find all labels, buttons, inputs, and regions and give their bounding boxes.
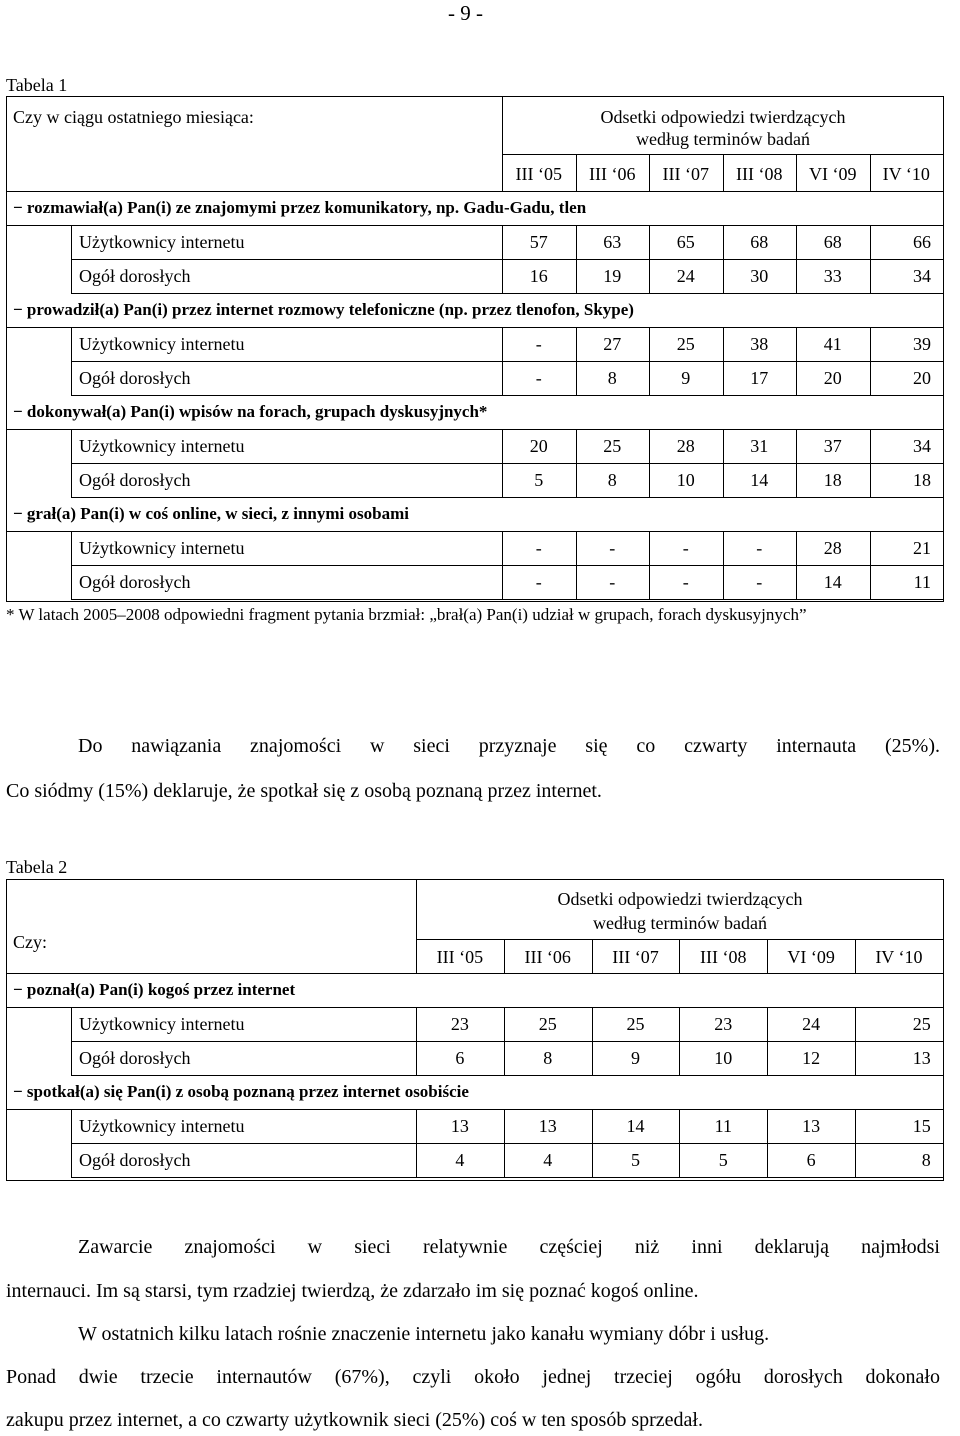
table1-cell: 33 [823,266,842,286]
table2-section-title: − poznał(a) Pan(i) kogoś przez internet [13,980,296,999]
table2-row-label: Użytkownicy internetu [79,1116,245,1136]
table1-cell: - [535,538,542,558]
table1-section-title: − prowadził(a) Pan(i) przez internet rozmowy telefoniczne (np. przez tlenofon, Skype) [13,300,634,319]
table1-cell: - [756,538,763,558]
table1-row-label: Ogół dorosłych [79,368,191,388]
paragraph3-line3: zakupu przez internet, a co czwarty użytkownik sieci (25%) coś w ten sposób sprzedał. [6,1409,703,1431]
table2-cell: 13 [450,1116,469,1136]
table2-column-header: IV ‘10 [875,947,923,967]
table1-cell: - [535,368,542,388]
table1-cell: - [609,572,616,592]
table2-cell: 14 [626,1116,645,1136]
table1-cell: 21 [913,538,931,558]
table1-cell: 34 [913,436,931,456]
table2-cell: 11 [714,1116,732,1136]
table1-column-header: III ‘08 [736,164,783,184]
table1-column-header: III ‘06 [589,164,636,184]
table1-cell: 5 [534,470,544,490]
table2-column-header: III ‘06 [524,947,571,967]
table2-cell: 25 [912,1014,931,1034]
table1-cell: - [682,572,689,592]
table2-cell: 23 [450,1014,469,1034]
table2-cell: 9 [630,1048,640,1068]
table1-header-line1: Odsetki odpowiedzi twierdzących [600,107,846,127]
table2-cell: 12 [802,1048,821,1068]
table1-cell: 16 [529,266,548,286]
table1-cell: 17 [750,368,769,388]
table1-cell: - [682,538,689,558]
table1-cell: 11 [913,572,931,592]
table2-cell: 4 [543,1150,553,1170]
table2-cell: 13 [912,1048,931,1068]
table1 [6,96,944,602]
table2-header-line1: Odsetki odpowiedzi twierdzących [557,889,803,909]
table2-row-label: Ogół dorosłych [79,1150,191,1170]
table2-cell: 5 [718,1150,728,1170]
table1-row-label: Użytkownicy internetu [79,538,245,558]
table2-cell: 13 [802,1116,821,1136]
paragraph1-line2: Co siódmy (15%) deklaruje, że spotkał się z osobą poznaną przez internet. [6,780,602,802]
table2-question: Czy: [13,932,47,952]
table2-cell: 6 [455,1048,465,1068]
paragraph2-line1: Zawarcie znajomości w sieci relatywnie częściej niż inni deklarują najmłodsi [78,1236,940,1258]
table2-cell: 8 [543,1048,553,1068]
table2-column-header: III ‘05 [436,947,484,967]
table1-header-line2: według terminów badań [636,129,810,149]
table1-cell: 31 [750,436,769,456]
table1-cell: 41 [823,334,842,354]
table1-cell: 28 [676,436,695,456]
table1-cell: 24 [676,266,695,286]
table1-cell: 25 [603,436,622,456]
table2-cell: 24 [802,1014,821,1034]
table2-column-header: III ‘07 [612,947,659,967]
table1-cell: 14 [823,572,842,592]
table1-cell: 28 [823,538,842,558]
table2-cell: 25 [538,1014,557,1034]
table1-cell: 18 [823,470,842,490]
table1-column-header: III ‘05 [515,164,562,184]
table2-cell: 15 [912,1116,931,1136]
table1-row-label: Użytkownicy internetu [79,436,245,456]
table2-row-label: Ogół dorosłych [79,1048,191,1068]
table1-row-label: Użytkownicy internetu [79,334,245,354]
table1-cell: 66 [913,232,931,252]
table1-cell: 20 [913,368,931,388]
table1-cell: 25 [676,334,695,354]
table2-caption: Tabela 2 [6,857,68,877]
table2 [6,879,944,1181]
table2-header-line2: według terminów badań [593,913,767,933]
table2-cell: 6 [806,1150,816,1170]
table1-cell: 39 [913,334,931,354]
table2-cell: 5 [630,1150,640,1170]
table1-cell: 57 [529,232,548,252]
table1-question: Czy w ciągu ostatniego miesiąca: [13,107,254,127]
table1-cell: - [609,538,616,558]
table1-section-title: − rozmawiał(a) Pan(i) ze znajomymi przez komunikatory, np. Gadu-Gadu, tlen [13,198,587,217]
table2-cell: 4 [455,1150,465,1170]
table2-column-header: VI ‘09 [787,947,835,967]
table1-cell: - [535,572,542,592]
table1-cell: 20 [823,368,842,388]
table2-column-header: III ‘08 [700,947,747,967]
table2-cell: 23 [714,1014,733,1034]
table1-cell: 8 [607,470,617,490]
table2-cell: 13 [538,1116,557,1136]
table2-row-label: Użytkownicy internetu [79,1014,245,1034]
table1-cell: 68 [823,232,842,252]
table1-section-title: − grał(a) Pan(i) w coś online, w sieci, z innymi osobami [13,504,409,523]
paragraph3-line1: W ostatnich kilku latach rośnie znaczenie internetu jako kanału wymiany dóbr i usług. [78,1323,770,1345]
table2-cell: 25 [626,1014,645,1034]
table1-cell: 65 [676,232,695,252]
table1-cell: 68 [750,232,769,252]
table1-cell: 18 [913,470,931,490]
table1-footnote: * W latach 2005–2008 odpowiedni fragment pytania brzmiał: „brał(a) Pan(i) udział w grupach, forach dyskusyjnych” [6,605,807,624]
table1-cell: 38 [750,334,769,354]
table1-cell: 37 [823,436,842,456]
table1-cell: 19 [603,266,622,286]
table1-cell: - [756,572,763,592]
table2-section-title: − spotkał(a) się Pan(i) z osobą poznaną przez internet osobiście [13,1082,469,1101]
table1-section-title: − dokonywał(a) Pan(i) wpisów na forach, grupach dyskusyjnych* [13,402,488,421]
table1-cell: - [535,334,542,354]
paragraph1-line1: Do nawiązania znajomości w sieci przyznaje się co czwarty internauta (25%). [78,735,940,757]
table1-row-label: Ogół dorosłych [79,572,191,592]
table1-column-header: IV ‘10 [882,164,930,184]
table2-cell: 10 [714,1048,733,1068]
table1-cell: 20 [529,436,548,456]
paragraph2-line2: internauci. Im są starsi, tym rzadziej twierdzą, że zdarzało im się poznać kogoś online. [6,1280,699,1302]
table1-cell: 34 [913,266,931,286]
table1-cell: 9 [681,368,691,388]
table1-column-header: VI ‘09 [809,164,857,184]
table1-cell: 8 [607,368,617,388]
table1-cell: 14 [750,470,769,490]
table1-column-header: III ‘07 [662,164,709,184]
table1-caption: Tabela 1 [6,75,68,95]
table1-row-label: Ogół dorosłych [79,266,191,286]
table1-cell: 63 [603,232,622,252]
table1-cell: 30 [750,266,769,286]
paragraph3-line2: Ponad dwie trzecie internautów (67%), czyli około jednej trzeciej ogółu dorosłych dokonało [6,1366,940,1388]
page-number: - 9 - [448,1,483,25]
table1-cell: 10 [676,470,695,490]
table1-cell: 27 [603,334,622,354]
table1-row-label: Ogół dorosłych [79,470,191,490]
table1-row-label: Użytkownicy internetu [79,232,245,252]
table2-cell: 8 [921,1150,931,1170]
